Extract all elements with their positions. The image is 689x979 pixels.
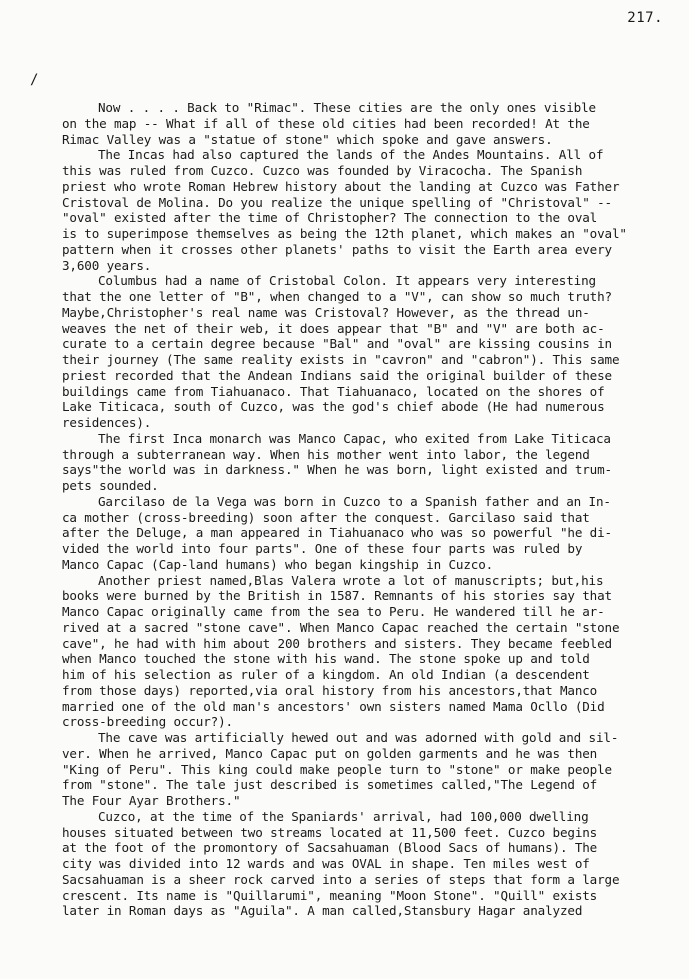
text-line: priest recorded that the Andean Indians said the original builder of these [62,367,612,383]
text-line: Cristoval de Molina. Do you realize the unique spelling of "Christoval" -- [62,194,612,210]
text-line: crescent. Its name is "Quillarumi", meaning "Moon Stone". "Quill" exists [62,887,598,903]
text-line: rived at a sacred "stone cave". When Manco Capac reached the certain "stone [62,619,620,635]
text-line: from "stone". The tale just described is sometimes called,"The Legend of [62,777,598,793]
text-line: Manco Capac originally came from the sea to Peru. He wandered till he ar- [62,604,605,619]
text-line: city was divided into 12 wards and was OVAL in shape. Ten miles west of [62,856,590,871]
text-line: pattern when it crosses other planets' paths to visit the Earth area every [62,241,612,257]
text-line: when Manco touched the stone with his wand. The stone spoke up and told [62,651,590,667]
text-line: ca mother (cross-breeding) soon after the conquest. Garcilaso said that [62,509,590,525]
text-line: vided the world into four parts". One of these four parts was ruled by [62,541,583,556]
stray-mark: / [30,72,39,88]
text-line: Rimac Valley was a "statue of stone" which spoke and gave answers. [62,131,553,147]
text-line: "King of Peru". This king could make people turn to "stone" or make people [62,761,612,777]
text-line: says"the world was in darkness." When he was born, light existed and trum- [62,462,612,478]
page-number: 217. [627,10,663,26]
text-line: through a subterranean way. When his mother went into labor, the legend [62,446,590,462]
text-line: The first Inca monarch was Manco Capac, who exited from Lake Titicaca [98,430,611,446]
text-line: Another priest named,Blas Valera wrote a lot of manuscripts; but,his [98,572,604,588]
text-line: curate to a certain degree because "Bal" and "oval" are kissing cousins in [62,336,612,352]
text-line: The Four Ayar Brothers." [62,793,241,808]
text-line: cross-breeding occur?). [62,714,233,730]
text-line: that the one letter of "B", when changed to a "V", can show so much truth? [62,289,612,304]
text-line: on the map -- What if all of these old cities had been recorded! At the [62,115,590,131]
text-line: Columbus had a name of Cristobal Colon. It appears very interesting [98,273,596,289]
text-line: Maybe,Christopher's real name was Cristoval? However, as the thread un- [62,304,590,320]
text-line: The cave was artificially hewed out and was adorned with gold and sil- [98,730,619,745]
text-line: residences). [62,415,152,430]
text-line: weaves the net of their web, it does appear that "B" and "V" are both ac- [62,320,605,336]
text-line: married one of the old man's ancestors' own sisters named Mama Ocllo (Did [62,698,605,714]
text-line: him of his selection as ruler of a kingdom. An old Indian (a descendent [62,667,590,682]
text-line: after the Deluge, a man appeared in Tiahuanaco who was so powerful "he di- [62,525,612,541]
body-text [62,100,662,919]
text-line: is to superimpose themselves as being the 12th planet, which makes an "oval" [62,226,627,241]
text-line: this was ruled from Cuzco. Cuzco was founded by Viracocha. The Spanish [62,163,583,178]
text-line: cave", he had with him about 200 brothers and sisters. They became feebled [62,635,612,651]
text-line: The Incas had also captured the lands of the Andes Mountains. All of [98,147,604,163]
text-line: books were burned by the British in 1587. Remnants of his stories say that [62,588,612,604]
text-line: buildings came from Tiahuanaco. That Tiahuanaco, located on the shores of [62,383,605,399]
text-line: Now . . . . Back to "Rimac". These cities are the only ones visible [98,100,596,115]
text-line: from those days) reported,via oral history from his ancestors,that Manco [62,682,598,698]
text-line: priest who wrote Roman Hebrew history about the landing at Cuzco was Father [62,178,620,194]
text-line: at the foot of the promontory of Sacsahuaman (Blood Sacs of humans). The [62,840,598,856]
text-line: Sacsahuaman is a sheer rock carved into a series of steps that form a large [62,871,620,887]
text-line: later in Roman days as "Aguila". A man called,Stansbury Hagar analyzed [62,903,583,919]
text-line: "oval" existed after the time of Christopher? The connection to the oval [62,210,598,226]
text-line: Manco Capac (Cap-land humans) who began kingship in Cuzco. [62,556,494,572]
text-line: houses situated between two streams located at 11,500 feet. Cuzco begins [62,824,598,840]
text-line: Lake Titicaca, south of Cuzco, was the god's chief abode (He had numerous [62,399,605,415]
text-line: Cuzco, at the time of the Spaniards' arrival, had 100,000 dwelling [98,808,589,824]
text-line: Garcilaso de la Vega was born in Cuzco to a Spanish father and an In- [98,493,611,509]
text-line: pets sounded. [62,478,159,493]
text-line: their journey (The same reality exists in "cavron" and "cabron"). This same [62,352,620,367]
text-line: ver. When he arrived, Manco Capac put on golden garments and he was then [62,745,598,761]
text-line: 3,600 years. [62,257,152,273]
